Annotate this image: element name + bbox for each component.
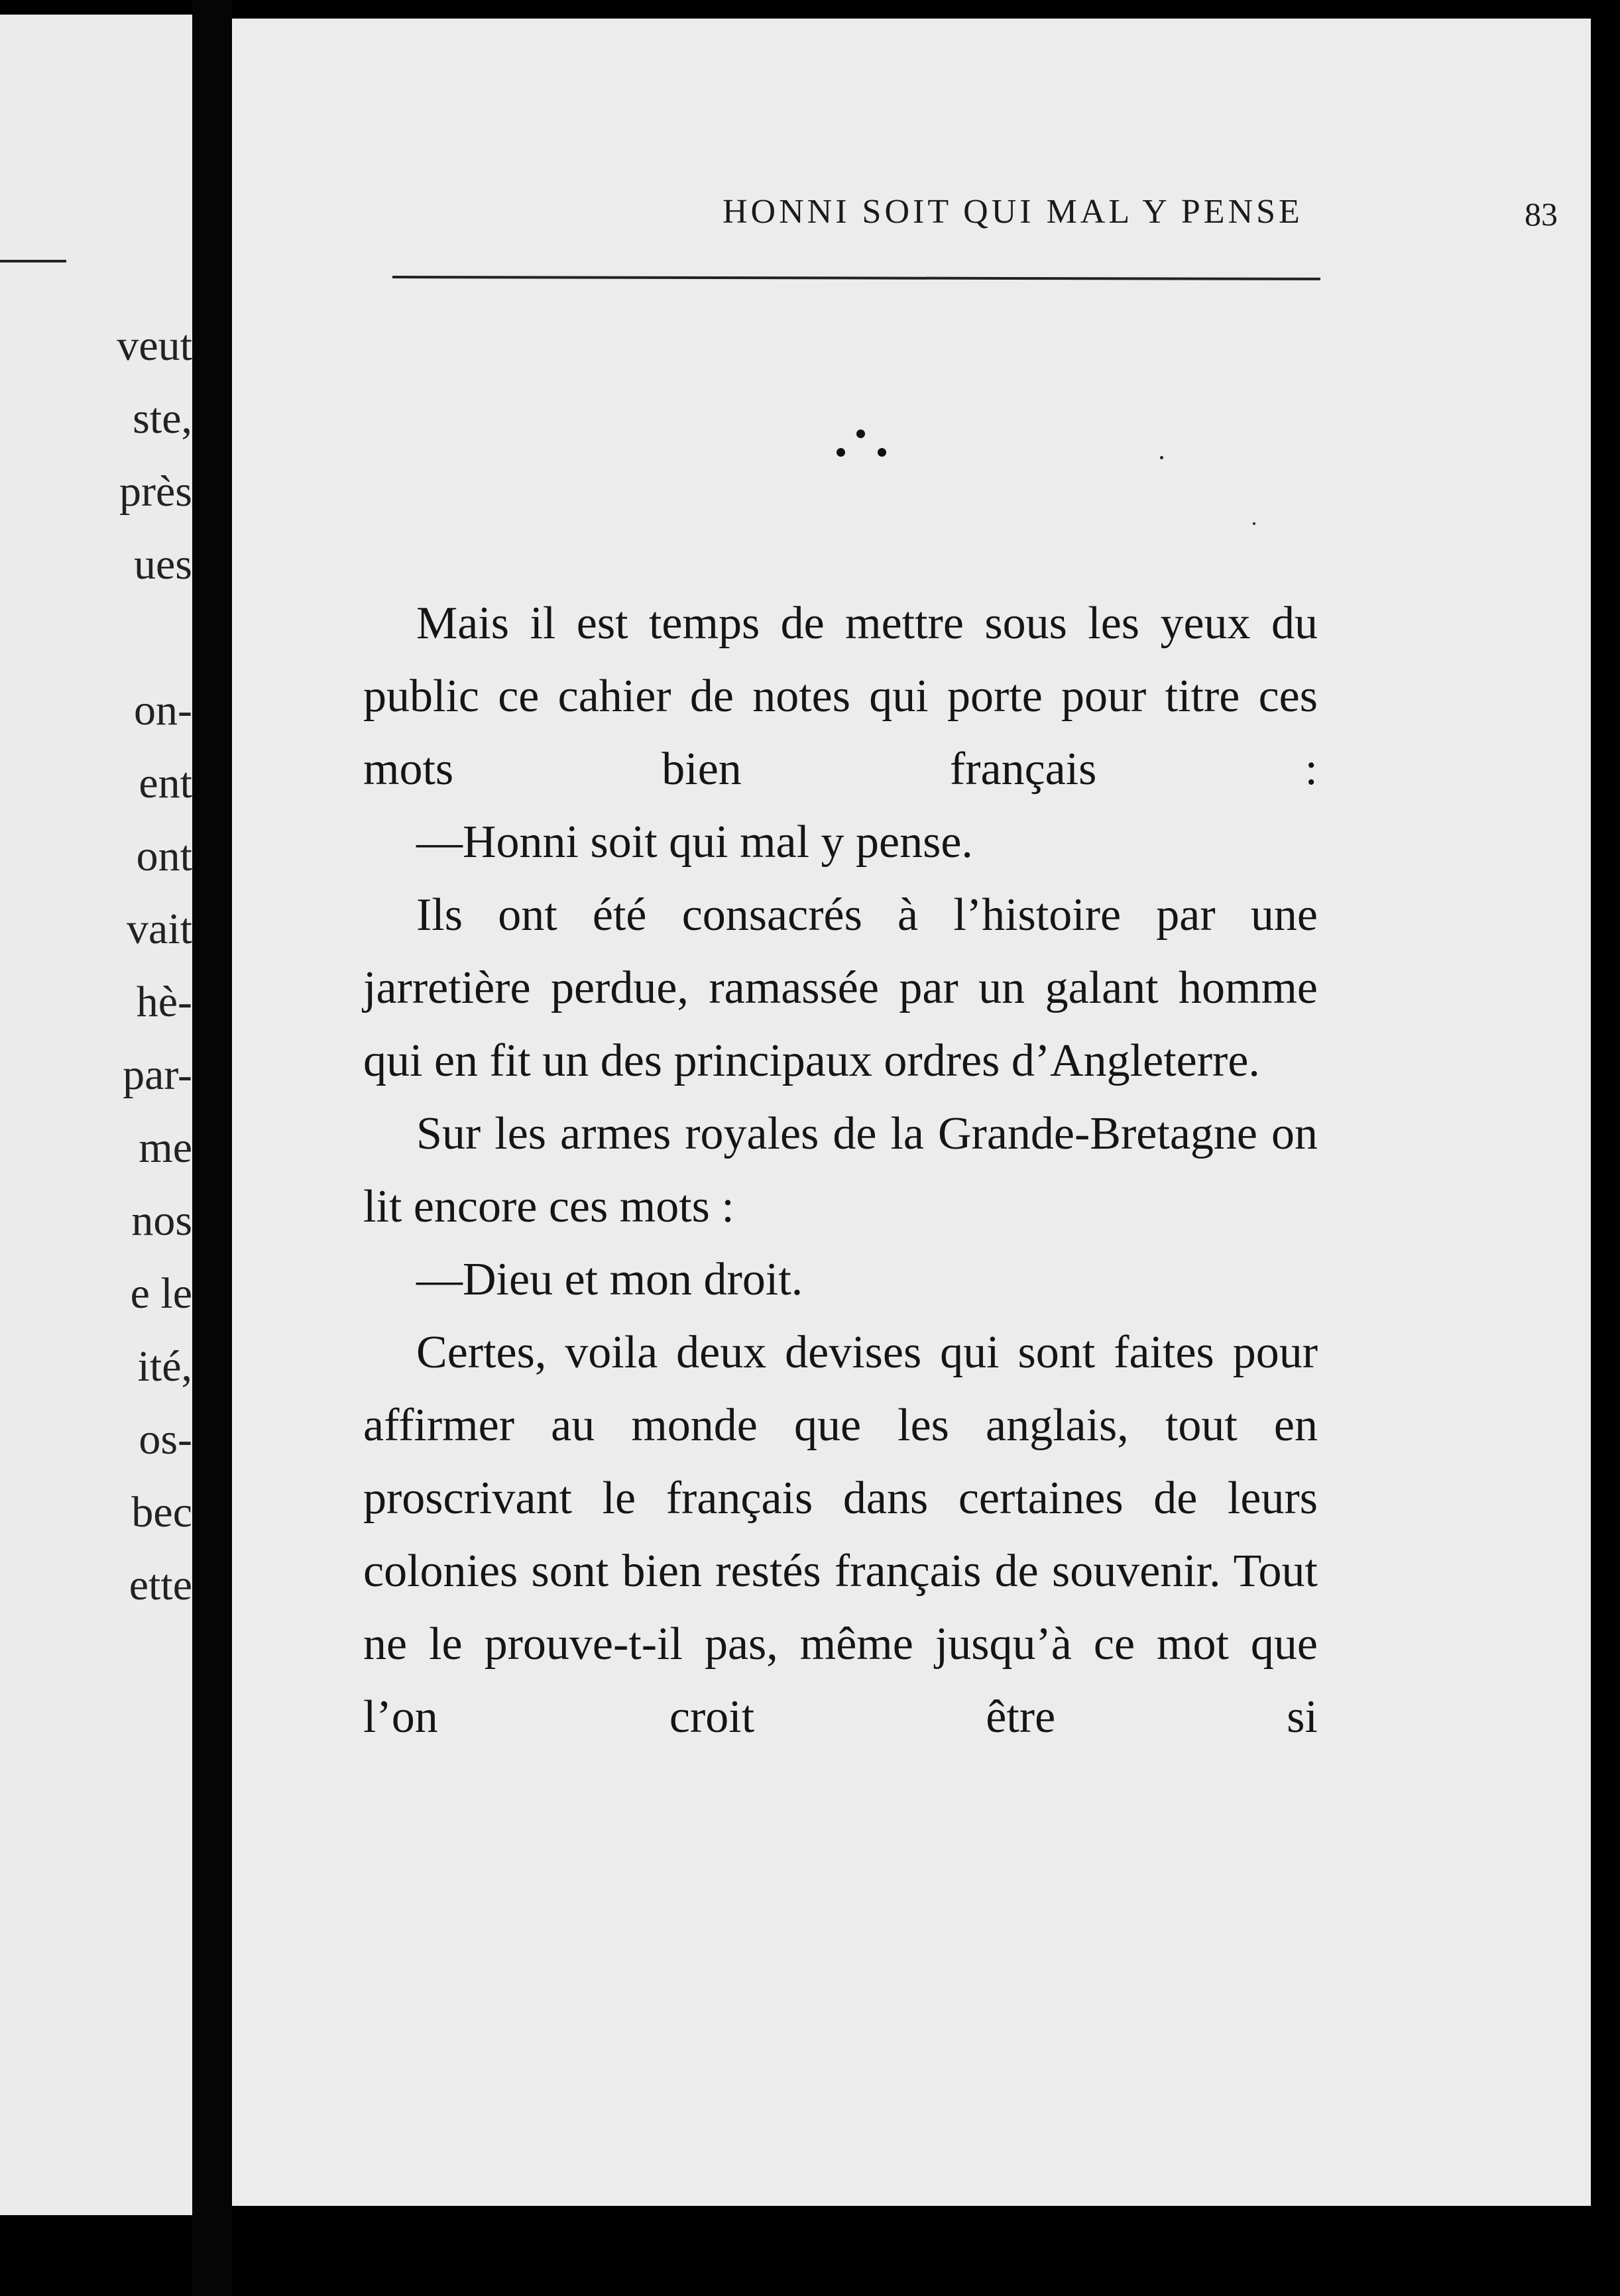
line-fragment: par- (123, 1051, 192, 1099)
line-fragment (117, 601, 192, 674)
page-number: 83 (1525, 196, 1558, 233)
paragraph: Mais il est temps de mettre sous les yeux du public ce cahier de notes qui porte pour titre ces mots bien français : (363, 598, 1318, 795)
paper-speck (1253, 522, 1255, 525)
line-fragment: ste, (133, 394, 192, 443)
line-fragment: e le (130, 1269, 192, 1318)
asterism-dot (837, 448, 845, 457)
line-fragment: nos (131, 1196, 192, 1245)
running-title: HONNI SOIT QUI MAL Y PENSE (723, 193, 1303, 231)
line-fragment: hè- (136, 978, 192, 1026)
head-rule (392, 276, 1320, 280)
paragraph: Ils ont été consacrés à l’histoire par une jarretière perdue, ramassée par un galant homme qui en fit un des principaux ordres d’Angleterre. (363, 890, 1318, 1086)
line-fragment: près (119, 467, 192, 516)
quoted-motto: —Honni soit qui mal y pense. (416, 817, 973, 868)
line-fragment: veut (117, 321, 192, 370)
running-head (398, 192, 1558, 245)
line-fragment: ité, (137, 1342, 192, 1391)
previous-page-head-rule (0, 260, 66, 262)
paper-speck (1160, 456, 1163, 459)
previous-page-line-ends (0, 310, 192, 1622)
paragraph: Sur les armes royales de la Grande-Bretagne on lit encore ces mots : (363, 1108, 1318, 1232)
asterism-dot (878, 448, 886, 457)
current-page (232, 19, 1591, 2206)
line-fragment: ette (129, 1561, 192, 1609)
line-fragment: bec (131, 1488, 192, 1536)
paragraph: Certes, voila deux devises qui sont faites pour affirmer au monde que les anglais, tout en proscrivant le français dans certaines de leurs colonies sont bien restés français de souvenir. Tout ne le prouve-t-il pas, même jusqu’à ce mot que l’on croit être si (363, 1327, 1318, 1743)
line-fragment: on- (134, 686, 192, 734)
quoted-motto: —Dieu et mon droit. (416, 1254, 803, 1305)
line-fragment: me (139, 1123, 192, 1172)
binding-gutter (192, 0, 232, 2296)
line-fragment: ues (134, 540, 192, 589)
line-fragment: ont (136, 832, 192, 880)
scan-border (1591, 0, 1620, 2296)
line-fragment: vait (127, 905, 192, 953)
line-fragment: ent (139, 759, 192, 807)
previous-page-fragment (0, 15, 192, 2215)
asterism-dot (856, 430, 865, 438)
body-text (363, 587, 1318, 1754)
line-fragment: os- (139, 1415, 192, 1464)
asterism-separator (822, 430, 901, 483)
